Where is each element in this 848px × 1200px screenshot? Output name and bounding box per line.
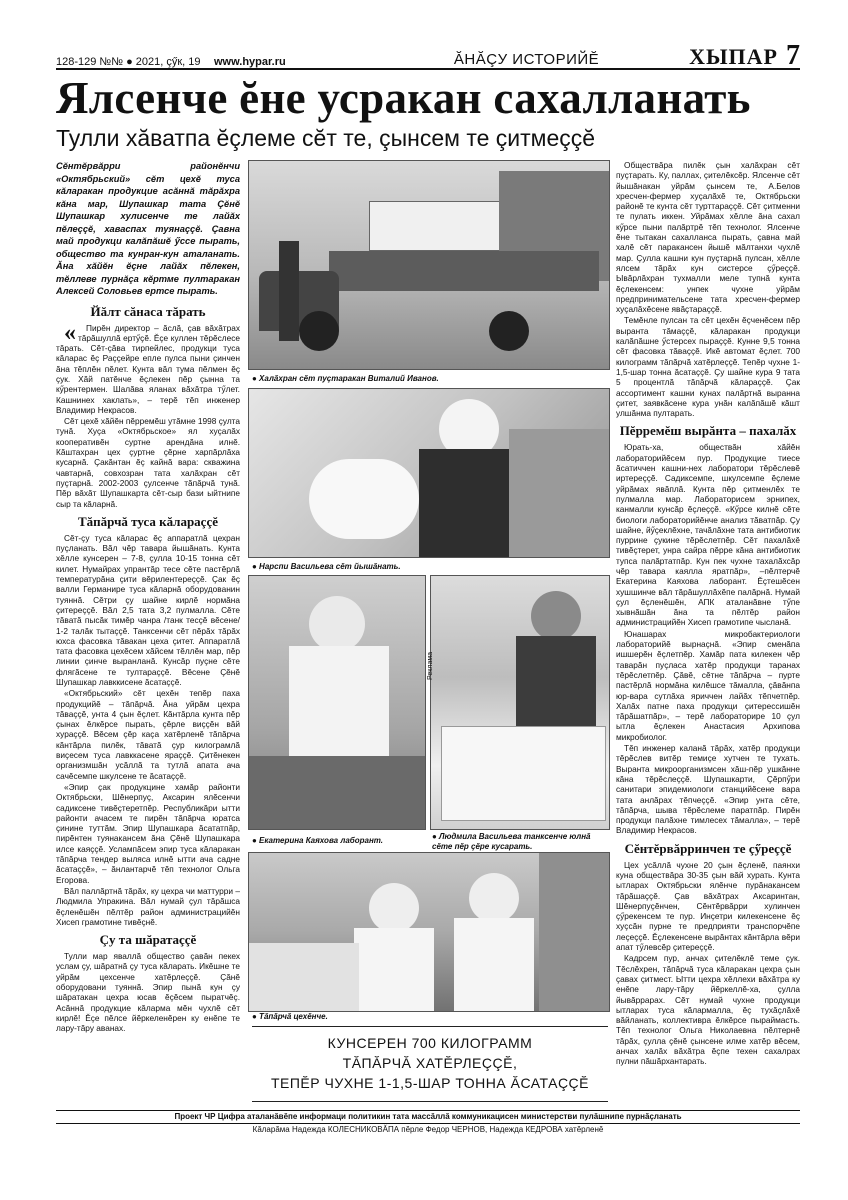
article-lead: Сĕнтĕрвăрри районĕнчи «Октябрьский» сĕт цехĕ туса кăларакан продукцие асăннă тăрăхра кăна мар, Шупашкар тата Çĕнĕ Шупашкар хулисенче те лайăх пĕлеççĕ, хаваспах туянаççĕ. Çавна май продукци калăпăшĕ ӳссе пырать, общество та кунран-кун аталанать. Ăна хăйĕн ĕçне лайăх пĕлекен, тĕллеве пурнăçа кĕртме пултаракан Алексей Соловьев ертсе пырать. bbox=[56, 161, 240, 296]
photo-caption: ● Тăпăрчă цехĕнче. bbox=[252, 1012, 328, 1021]
page-header bbox=[56, 40, 800, 71]
paragraph: « Пирĕн директор – ăслă, çав вăхăтрах тăрăшуллă ертӳçĕ. Ĕçе куллен тĕрĕслесе тăрать. Сĕт-çăва тирпейлес, продукци туса кăларас ĕç Раççейре епле пулса пыни çинчен ăна тĕплĕн пĕлет. Кунта вăл тума пĕлмен ĕç çук. Хăй патĕнче ĕçлекен пĕр çынна та кӳрентермен. Шалăва яланах вăхăтра тӳлет. Кашнинех хаклать», – терĕ тĕп инженер Владимир Некрасов. bbox=[56, 319, 240, 415]
paragraph: Тулли мар яваллă общество çавăн пекех услам çу, шăратнă çу туса кăларать. Икĕшне те уйрăм цехсенче хатĕрлеççĕ. Çăнĕ оборудовани туяннă. Эпир пынă кун çу шăратакан цехра юсав ĕçĕсем пыратчĕç. Асăннă продукцие кăларма мĕн чухлĕ сĕт кирлĕ! Ĕçе пĕлсе йĕркеленĕрен ку енĕпе те лару-тăру аванах. bbox=[56, 951, 240, 1034]
photo-caption: ● Нарспи Васильева сĕт йышăнать. bbox=[252, 562, 401, 571]
subheading: Пĕрремĕш вырăнта – пахалăх bbox=[619, 423, 797, 439]
text-column-left bbox=[56, 160, 240, 1106]
pull-quote-line: ТĂПĂРЧĂ ХАТĔРЛЕÇÇĔ, bbox=[342, 1055, 518, 1071]
paragraph: Сĕт цехĕ хăйĕн пĕрремĕш утăмне 1998 çулта тунă. Хуçа «Октябрьское» ял хуçалăх кооперативĕн суртне арендăна илнĕ. Кăштахран цех çуртне çĕрне харпăрлăха кусарнă. Çакăнтан ĕç кайнă вара: скважина чавтарнă, совхозран тата халăхран сĕт пуçтарнă. 2002-2003 çулсенче тăпăрчă тунă. Пĕр вăхăт Шупашкарта сĕт-сыр бази ыйтнипе сыр та кăларнă. bbox=[56, 416, 240, 509]
article-headline: Ялсенче ĕне усракан сахалланать bbox=[56, 73, 751, 123]
photo-caption: ● Халăхран сĕт пуçтаракан Виталий Иванов. bbox=[252, 374, 439, 383]
photo-milk-truck bbox=[248, 160, 610, 370]
photo-laboratory bbox=[248, 575, 426, 830]
article-subheadline: Тулли хăватпа ĕçлеме сĕт те, çынсем те çитмеççĕ bbox=[56, 125, 596, 151]
issue-info: 128-129 №№ ● 2021, çӳк, 19 bbox=[56, 56, 201, 68]
paragraph: Юрать-ха, обществăн хăйĕн лабораторийĕсем пур. Продукцие тиесе ăсатиччен кашни-нех лаборатори тĕрĕслевĕ иртереççĕ. Садиксемпе, шкулсемпе ĕçлеме уйрăмах явăплă. Кунта пĕр çитменлĕх те пулмалла мар. Лабораторисем эрнипех, канмалли кунсăр ĕçлеççĕ. «Кӳрсе килнĕ сĕте биологи лабораторийĕнче анализ тăватпăр. Çу шайне, йӳçеклĕхне, тачăлăхне тата антибиотик пуррине çукине тĕрĕслетпĕр. Сĕт пахалăхĕ тивĕçтерет, унра сайра пĕрре кăна антибиотик тупса палăртатпăр. Кун пек чухне тахалăхсăр чĕр тавара каялла яратпăр», –пĕлтерчĕ Екатерина Каяхова лаборант. Ĕçтешĕсен хушшинче вăл тăрăшуллăхĕпе палăрнă. Нумай çул ĕçленĕшĕн, АПК аталанăвне тӳпе хывнăшăн ăна та пĕлтĕр район администрацийĕн Хисеп грамотипе чысланă. bbox=[616, 442, 800, 628]
project-note: Проект ЧР Цифра аталанăвĕпе информаци политикин тата массăллă коммуникацисен министерстви пулăшнипе пурнăçланать bbox=[56, 1111, 800, 1124]
newspaper-name: ХЫПАР bbox=[689, 44, 778, 69]
site-link[interactable]: www.hypar.ru bbox=[214, 56, 286, 68]
photo-caption: ● Екатерина Каяхова лаборант. bbox=[252, 836, 384, 845]
subheading: Тăпăрчă туса кăлараççĕ bbox=[78, 513, 218, 529]
paragraph: Цех усăллă чухне 20 çын ĕçленĕ, паянхи куна обществăра 30-35 çын вăй хурать. Кунта ытларах Октябрьски ялĕнче пурăнакансем тăрăшаççĕ. Çав вăхăтрах Аксаринтан, Шĕнерпуçĕнчен, Сĕнтĕрвăрри хулинчен çӳрекенсем те пур. Инçетри килекенсене ĕç хуçсăн пурне те предприяти транспорчĕпе леçеççĕ. Ĕçлекенсене вырăнтах кăнтăрла вĕри апат тӳлевсĕр çитереççĕ. bbox=[616, 859, 800, 953]
paragraph: Кадрсем пур, анчах çителĕклĕ теме çук. Тĕслĕхрен, тăпăрчă туса кăларакан цехра çын çавах çитмест. Ытти цехра хĕллехи вăхăтра ку енĕпе лару-тăру йĕркеллĕ-ха, çулла йывăррарах. Сĕт нумай чухне продукци ытларах туса кăлармалла, ĕç тухăçлăхĕ вăйланать, коллективра ĕлкĕрсе пыраймасть. Тĕп технолог Ольга Николаевна пĕлтернĕ тăрăх, çулла çĕнĕ çынсене илме хатĕр вĕсем, анчах халăх вăхăтра ĕçпе техен сахалрах пулни пăшăрхантарать. bbox=[616, 953, 800, 1067]
section-title: ĂНĂÇУ ИСТОРИЙĔ bbox=[453, 51, 600, 68]
photo-milk-tanks bbox=[430, 575, 610, 830]
page-number: 7 bbox=[786, 40, 800, 71]
pull-quote-line: ТЕПĔР ЧУХНЕ 1-1,5-ШАР ТОННА ĂСАТАÇÇĔ bbox=[270, 1075, 589, 1091]
photo-cottage-cheese-shop bbox=[248, 852, 610, 1012]
text-column-right bbox=[616, 160, 800, 1106]
pull-quote bbox=[252, 1026, 608, 1102]
paragraph: Сĕт-çу туса кăларас ĕç аппаратлă цехран пуçланать. Вăл чĕр тавара йышăнать. Кунта хĕлле кунсерен – 7-8, çулла 10-15 тонна сĕт килет. Нумайрах упрантăр тесе сĕте пастĕрлă температурăна çити вĕрилентереççĕ. Çак ĕç валли Германире туса кăларнă оборудованин туяннă. Сĕтри çу шайне кирлĕ нормăна çитереççĕ. Вăл 2,5 тата 3,2 пулмалла. Сĕте тăватă пысăк тимĕр чанра /танк тесçĕ вĕсене/ 1-2 талăк тытаççĕ. Танксенчи сĕт пĕрăх тăрăх юхса фасовка тăвакан цеха çитет. Аппаратлă тата фасовка цехĕсем хăйсем тĕллĕн мар, пĕр линии çинче выранланă. Кунсăр пуçне сĕте флягăсене те тултараççĕ. Вĕсене Çĕнĕ Шупашкар лавккисене ăсатаççĕ. bbox=[56, 532, 240, 687]
paragraph: Обществăра пилĕк çын халăхран сĕт пуçтарать. Ку, паллах, çителĕксĕр. Ялсенче сĕт йышăнакан уйрăм çынсем те, А.Белов хресчен-фермер хуçалăхĕ те, Октябрьски районĕ те кунта сĕт турттараççĕ. Сĕт çитменни те пулать иккен. Уйрăмах хĕлле ăна сахал кӳрсе пыни палăртрĕ тĕп технолог. Ялсенче ĕне тытакан сахалланса пырать, çавна май халĕ сĕт паракансен йышĕ мăлтанхи чухлĕ мар. Çулла кашни кун пуçтарнă пулсан, хĕлле ялсем тăрăх кун систерсе çӳреççĕ. Ывăрлăхран тухмалли меле тупнă кунта ĕçлекенсем: унпек чухне уйрăм предпринимательсене тата хресчен-фермер хуçалăхĕсене явăçтараççĕ. bbox=[616, 160, 800, 315]
paragraph: Темĕнле пулсан та сĕт цехĕн ĕçченĕсем пĕр выранта тăмаççĕ, кăларакан продукци калăпăшне ӳстерсех пыраççĕ. Кунне 9,5 тонна сĕт фасовка тăваççĕ. Икĕ автомат ĕçлет. 700 килограмм тăпăрчă хатĕрлеççĕ. Тепĕр чухне 1-1,5-шар тонна ăсатаççĕ. Çу шайне кура 9 тата 5 процентлă тăпăрчă кăлараççĕ. Çак ассортимент кашни кунах палăртнă выранна çитет, заявкăсене кура унăн калăпăшĕ кăшт улшăнма пултарать. bbox=[616, 315, 800, 419]
photo-milk-reception bbox=[248, 388, 610, 558]
paragraph: «Октябрьский» сĕт цехĕн тепĕр паха продукцийĕ – тăпăрчă. Ăна уйрăм цехра тăваççĕ, унта 4 çын ĕçлет. Кăнтăрла кунта пĕр çынах ĕлкĕрсе пырать, çĕрле виççĕн вăй хураççĕ. Вĕсем çĕр каçа хатĕрленĕ тăпăрча кăнтăрла пилĕк, тăватă çур килограмлă виçесем туса лавккасене яраççĕ. Çитĕнекен организмшăн усăллă та тутлă апата ача сачĕсемпе шкулсене те ăсатаççĕ. bbox=[56, 688, 240, 781]
subheading: Çу та шăратаççĕ bbox=[99, 932, 197, 948]
page-footer bbox=[56, 1110, 800, 1136]
paragraph: «Эпир çак продукцине хамăр районти Октябрьски, Шĕнерпуç, Аксарин ялĕсенчи садиксене тивĕçтеретпĕр. Республикăри ытти районти ачасем те пирĕн тăпăрча юратса çинине туттăм. Эпир Шупашкара ăсататпăр, пирĕнтен туянакансем ăна Çĕнĕ Шупашкара илсе каяççĕ. Услампăсем эпир туса кăларакан тăпăрча тендер выляса илнĕ ытти ача садне ăсатаççĕ», – ăнлантарчĕ тĕп технолог Ольга Егорова. bbox=[56, 781, 240, 885]
photo-caption: ● Людмила Васильева танксенче юлнă сĕте пĕр çĕре кусарать. bbox=[432, 832, 591, 851]
paragraph: Тĕп инженер каланă тăрăх, хатĕр продукци тĕрĕслев витĕр темиçе хутчен те тухать. Выранта микроорганизмсен хăш-пĕр ушкăнне кăна тĕрĕслеççĕ. Шупашкарти, Çĕрпӳри санитари эпидемиологи станцийĕсене вара тата анлăрах тĕпчеççĕ. «Эпир унта сĕте, тăпăрча, шыва тĕрĕслеме паратпăр. Пирĕн продукци палăхне тимлесех тăмалла», – терĕ Владимир Некрасов. bbox=[616, 743, 800, 836]
ad-mark: Реклама bbox=[427, 651, 434, 680]
paragraph: Юнашарах микробактериологи лабораторийĕ вырнаçнă. «Эпир сменăпа ишшерĕн ĕçлетпĕр. Хамăр пата килекен чĕр таварăн пуçласа хатĕр продукци таранах тĕрĕслетпĕр. Çăвĕ, сĕтне тăпăрча – пурте пастĕрлă нормăна килĕшсе тăмалла, çăвăнпа юр-вара сутлăха яриччен лайăх тĕпчетпĕр. Халăх патне паха продукци çитерессишĕн тăрăшатпăр», – терĕ лабораторире 10 çул ытла ĕçлекен Анастасия Архипова микробиолог. bbox=[616, 628, 800, 742]
pull-quote-line: КУНСЕРЕН 700 КИЛОГРАММ bbox=[327, 1035, 533, 1051]
subheading: Сĕнтĕрвăрринчен те çӳреççĕ bbox=[624, 840, 792, 856]
paragraph: Вăл паллăртнă тăрăх, ку цехра чи маттурри – Людмила Упракина. Вăл нумай çул тăрăшса ĕçленĕшĕн пĕлтĕр район администрацийĕн Хисеп грамотине тивĕçнĕ. bbox=[56, 885, 240, 927]
credits: Кăларăма Надежда КОЛЕСНИКОВĂПА пĕрле Федор ЧЕРНОВ, Надежда КЕДРОВА хатĕрленĕ bbox=[252, 1125, 604, 1134]
subheading: Йăлт сăнаса тăрать bbox=[90, 303, 206, 319]
quote-mark: « bbox=[64, 319, 76, 346]
